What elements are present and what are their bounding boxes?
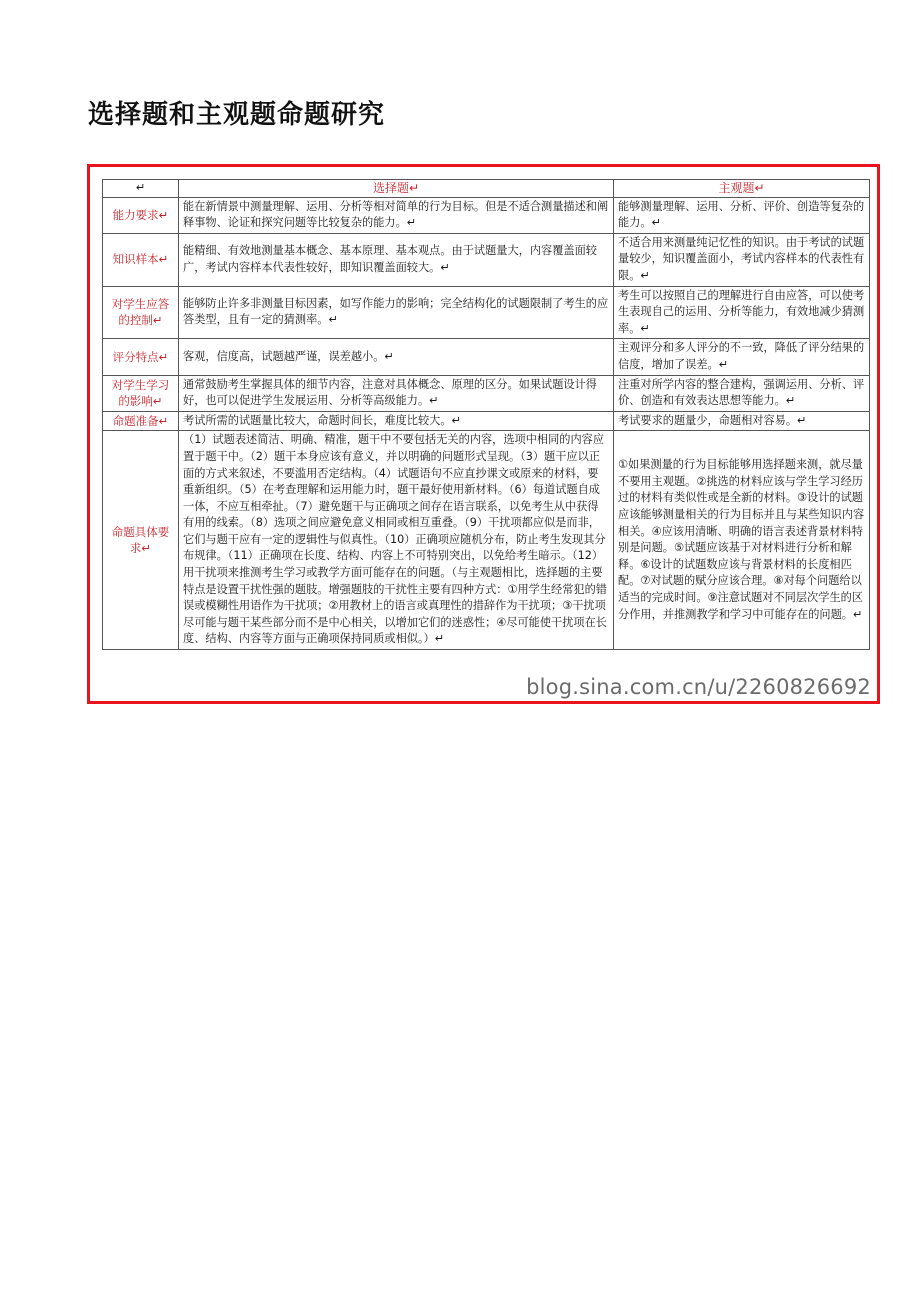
column-header-choice: 选择题↵ [179,180,614,198]
watermark: blog.sina.com.cn/u/2260826692 [526,675,871,699]
table-row [103,233,870,286]
cell-choice: 能在新情景中测量理解、运用、分析等相对简单的行为目标。但是不适合测量描述和阐释事物、论证和探究问题等比较复杂的能力。↵ [179,197,614,233]
cell-subjective: 考生可以按照自己的理解进行自由应答，可以使考生表现自己的运用、分析等能力，有效地减少猜测率。↵ [614,286,870,339]
row-label: 命题准备↵ [103,411,179,431]
table-image-frame [87,164,880,704]
row-label: 能力要求↵ [103,197,179,233]
table-row [103,286,870,339]
row-label: 知识样本↵ [103,233,179,286]
cell-subjective: 不适合用来测量纯记忆性的知识。由于考试的试题量较少，知识覆盖面小，考试内容样本的代表性有限。↵ [614,233,870,286]
row-label: 对学生应答的控制↵ [103,286,179,339]
document-title: 选择题和主观题命题研究 [88,100,386,130]
cell-choice: 能精细、有效地测量基本概念、基本原理、基本观点。由于试题量大，内容覆盖面较广，考试内容样本代表性较好，即知识覆盖面较大。↵ [179,233,614,286]
cell-subjective: 能够测量理解、运用、分析、评价、创造等复杂的能力。↵ [614,197,870,233]
row-label: 对学生学习的影响↵ [103,375,179,411]
cell-choice: 能够防止许多非测量目标因素，如写作能力的影响；完全结构化的试题限制了考生的应答类型，且有一定的猜测率。↵ [179,286,614,339]
table-row [103,375,870,411]
cell-subjective: 主观评分和多人评分的不一致，降低了评分结果的信度，增加了误差。↵ [614,339,870,375]
row-label: 评分特点↵ [103,339,179,375]
table-row [103,197,870,233]
cell-choice: （1）试题表述简洁、明确、精准，题干中不要包括无关的内容，选项中相同的内容应置于题干中。（2）题干本身应该有意义，并以明确的问题形式呈现。（3）题干应以正面的方式来叙述，不要滥用否定结构。（4）试题语句不应直抄课文或原来的材料，要重新组织。（5）在考查理解和运用能力时，题干最好使用新材料。（6）每道试题自成一体，不应互相牵扯。（7）避免题干与正确项之间存在语言联系，以免考生从中获得有用的线索。（8）选项之间应避免意义相同或相互重叠。（9）干扰项都应似是而非，它们与题干应有一定的逻辑性与似真性。（10）正确项应随机分布，防止考生发现其分布规律。（11）正确项在长度、结构、内容上不可特别突出，以免给考生暗示。（12）用干扰项来推测考生学习或教学方面可能存在的问题。（与主观题相比，选择题的主要特点是设置干扰性强的题肢。增强题肢的干扰性主要有四种方式：①用学生经常犯的错误或模糊性用语作为干扰项；②用教材上的语言或真理性的措辞作为干扰项；③干扰项尽可能与题干某些部分而不是中心相关，以增加它们的迷惑性；④尽可能使干扰项在长度、结构、内容等方面与正确项保持同质或相似。）↵ [179,431,614,650]
cell-choice: 通常鼓励考生掌握具体的细节内容，注意对具体概念、原理的区分。如果试题设计得好，也可以促进学生发展运用、分析等高级能力。↵ [179,375,614,411]
cell-choice: 考试所需的试题量比较大，命题时间长，难度比较大。↵ [179,411,614,431]
row-label: 命题具体要求↵ [103,431,179,650]
cell-subjective: 考试要求的题量少，命题相对容易。↵ [614,411,870,431]
table-row [103,411,870,431]
table-row [103,339,870,375]
table-corner-cell: ↵ [103,180,179,198]
cell-choice: 客观，信度高，试题越严谨，误差越小。↵ [179,339,614,375]
cell-subjective: ①如果测量的行为目标能够用选择题来测，就尽量不要用主观题。②挑选的材料应该与学生学习经历过的材料有类似性或是全新的材料。③设计的试题应该能够测量相关的行为目标并且与某些知识内容相关。④应该用清晰、明确的语言表述背景材料特别是问题。⑤试题应该基于对材料进行分析和解释。⑥设计的试题数应该与背景材料的长度相匹配。⑦对试题的赋分应该合理。⑧对每个问题给以适当的完成时间。⑨注意试题对不同层次学生的区分作用，并推测教学和学习中可能存在的问题。↵ [614,431,870,650]
cell-subjective: 注重对所学内容的整合建构，强调运用、分析、评价、创造和有效表达思想等能力。↵ [614,375,870,411]
table-row [103,431,870,650]
table-header-row [103,180,870,198]
comparison-table [102,179,870,650]
column-header-subjective: 主观题↵ [614,180,870,198]
